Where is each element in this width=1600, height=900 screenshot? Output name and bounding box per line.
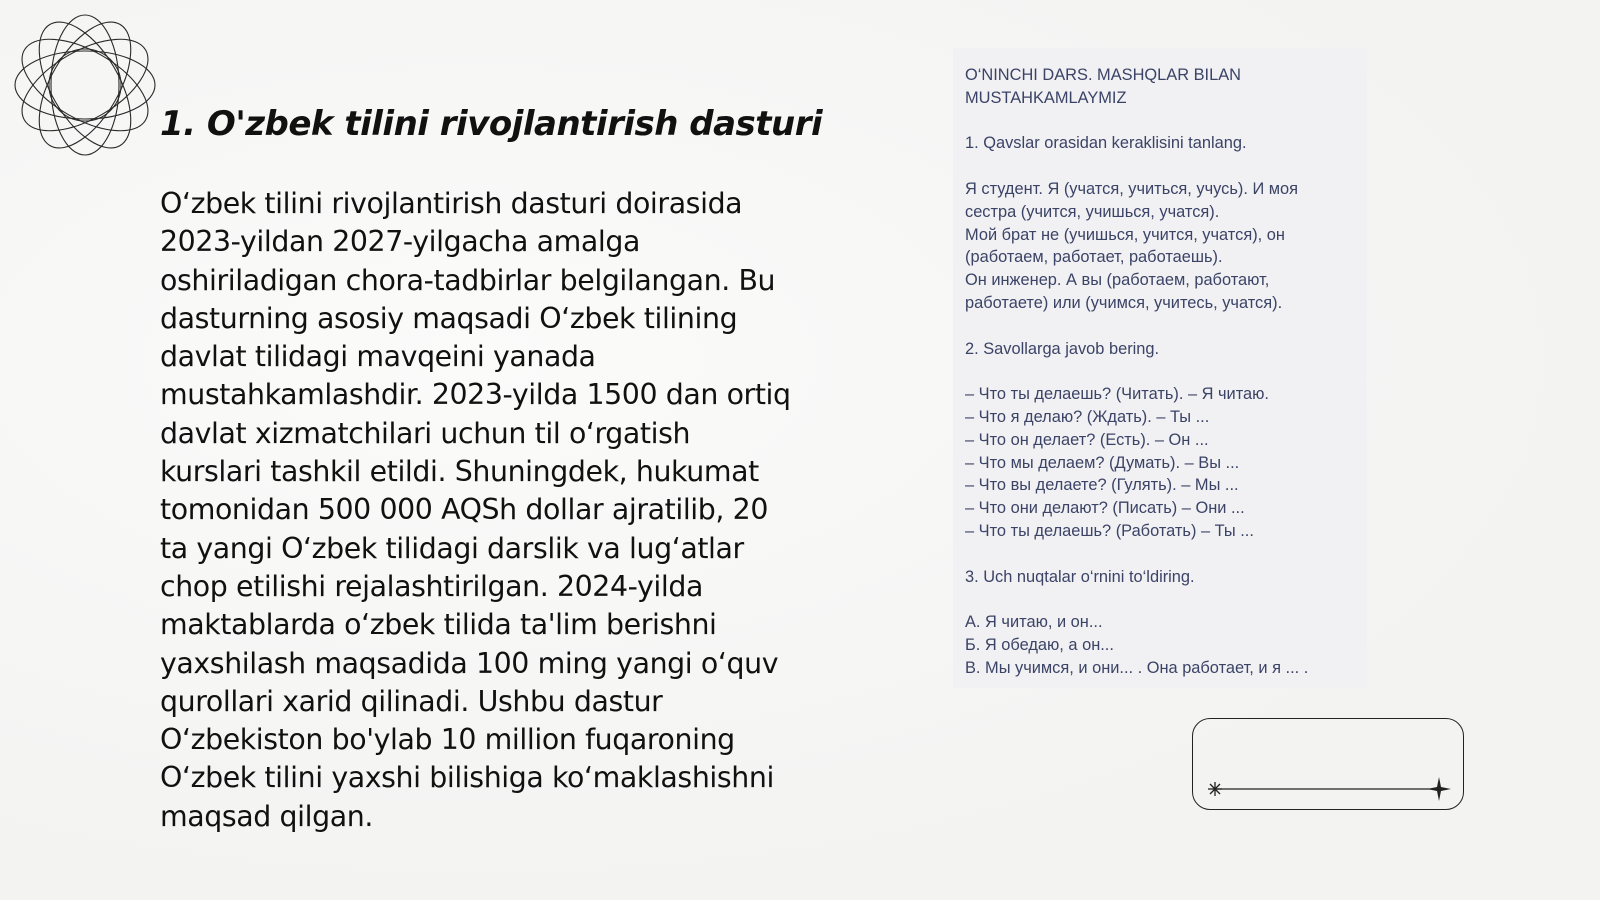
task-line: А. Я читаю, и он...	[965, 613, 1103, 632]
task-line: – Что ты делаешь? (Работать) – Ты ...	[965, 521, 1254, 540]
task-line: Мой брат не (учишься, учится, учатся), он	[965, 225, 1285, 244]
ring-ornament-icon	[10, 10, 160, 160]
slide-title: 1. O'zbek tilini rivojlantirish dasturi	[160, 104, 823, 144]
exercise-header: MUSTAHKAMLAYMIZ	[965, 88, 1127, 107]
task-line: – Что я делаю? (Ждать). – Ты ...	[965, 407, 1210, 426]
task-line: Б. Я обедаю, а он...	[965, 635, 1114, 654]
task-line: – Что вы делаете? (Гулять). – Мы ...	[965, 476, 1239, 495]
task-heading: 2. Savollarga javob bering.	[965, 339, 1160, 358]
exercise-header: O‘NINCHI DARS. MASHQLAR BILAN	[965, 66, 1241, 84]
task-line: – Что ты делаешь? (Читать). – Я читаю.	[965, 385, 1269, 404]
task-line: Я студент. Я (учатся, учиться, учусь). И моя	[965, 179, 1299, 198]
slide-body-text: O‘zbek tilini rivojlantirish dasturi doirasida 2023-yildan 2027-yilgacha amalga oshiriladigan chora-tadbirlar belgilangan. Bu dasturning asosiy maqsadi O‘zbek tilining davlat tilidagi mavqeini yanada mustahkamlashdir. 2023-yilda 1500 dan ortiq davlat xizmatchilari uchun til o‘rgatish kurslari tashkil etildi. Shuningdek, hukumat tomonidan 500 000 AQSh dollar ajratilib, 20 ta yangi O‘zbek tilidagi darslik va lug‘atlar chop etilishi rejalashtirilgan. 2024-yilda maktablarda o‘zbek tilida ta'lim berishni yaxshilash maqsadida 100 ming yangi o‘quv qurollari xarid qilinadi. Ushbu dastur O‘zbekiston bo'ylab 10 million fuqaroning O‘zbek tilini yaxshi bilishiga ko‘maklashishni maqsad qilgan.	[160, 187, 791, 833]
task-line: В. Мы учимся, и они... . Она работает, и я ... .	[965, 658, 1309, 677]
task-line: сестра (учится, учишься, учатся).	[965, 202, 1220, 221]
task-heading: 3. Uch nuqtalar o‘rnini to‘ldiring.	[965, 567, 1195, 586]
four-point-sparkle-icon	[1427, 777, 1451, 801]
task-line: (работаем, работает, работаешь).	[965, 248, 1223, 267]
task-line: – Что мы делаем? (Думать). – Вы ...	[965, 453, 1240, 472]
task-line: – Что они делают? (Писать) – Они ...	[965, 499, 1245, 518]
task-line: работаете) или (учимся, учитесь, учатся).	[965, 293, 1283, 312]
exercise-image	[953, 48, 1367, 688]
decorative-frame	[1192, 718, 1464, 810]
asterisk-star-icon	[1208, 782, 1222, 796]
task-line: Он инженер. А вы (работаем, работают,	[965, 271, 1270, 290]
frame-line	[1193, 719, 1465, 811]
task-line: – Что он делает? (Есть). – Он ...	[965, 430, 1209, 449]
task-heading: 1. Qavslar orasidan keraklisini tanlang.	[965, 134, 1247, 153]
